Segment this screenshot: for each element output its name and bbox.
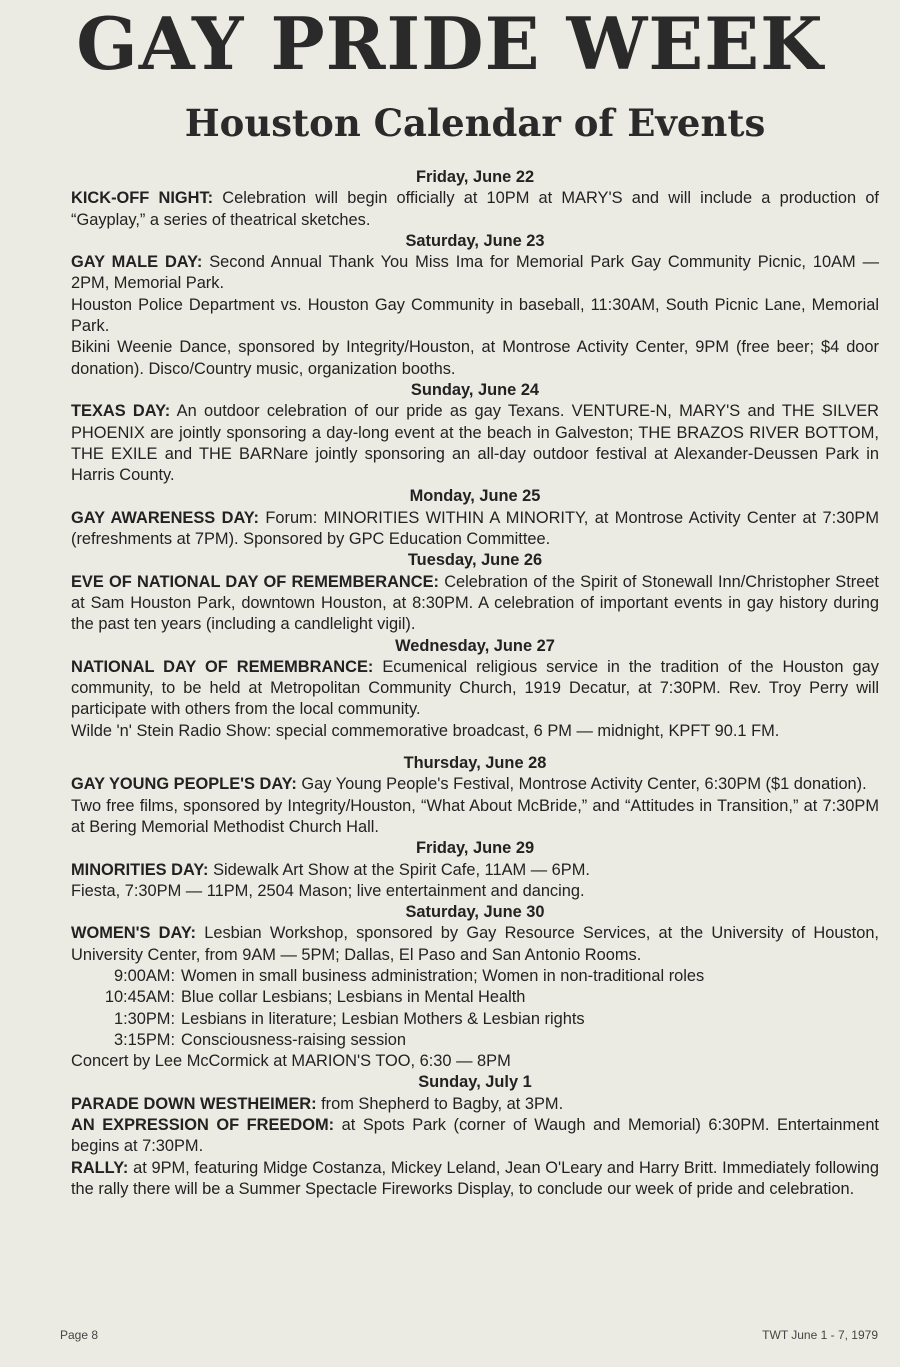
section-gap (71, 742, 879, 753)
event-paragraph: Concert by Lee McCormick at MARION'S TOO, 6:30 — 8PM (71, 1052, 511, 1071)
event-label: EVE OF NATIONAL DAY OF REMEMBERANCE: (71, 572, 439, 591)
event-text: Sidewalk Art Show at the Spirit Cafe, 11AM — 6PM. (208, 860, 590, 879)
page-title: GAY PRIDE WEEK (76, 1, 824, 86)
schedule-time: 10:45AM: (104, 988, 175, 1007)
event-paragraph (71, 721, 879, 742)
event-text: Gay Young People's Festival, Montrose Activity Center, 6:30PM ($1 donation). (296, 775, 867, 794)
day-heading: Saturday, June 23 (405, 231, 545, 250)
event-label: KICK-OFF NIGHT: (71, 189, 214, 208)
issue-date: TWT June 1 - 7, 1979 (762, 1328, 878, 1342)
day-heading: Sunday, July 1 (418, 1073, 532, 1092)
event-label: RALLY: (71, 1158, 129, 1177)
day-heading: Friday, June 29 (415, 839, 535, 858)
schedule-text: Lesbians in literature; Lesbian Mothers & Lesbian rights (181, 1009, 585, 1028)
event-text: Celebration of the Spirit of Stonewall Inn/Christopher Street at Sam Houston Park, downtown Houston, at 8:30PM. A celebration of important events in gay history during the past ten years (including a candlelight vigil). (71, 572, 879, 634)
event-paragraph (71, 337, 879, 380)
schedule-row (71, 1030, 879, 1051)
schedule-row (71, 1009, 879, 1030)
events-calendar (71, 167, 879, 1200)
event-paragraph (71, 1158, 879, 1201)
event-label: PARADE DOWN WESTHEIMER: (71, 1094, 317, 1113)
event-text: Two free films, sponsored by Integrity/Houston, “What About McBride,” and “Attitudes in Transition,” at 7:30PM at Bering Memorial Methodist Church Hall. (71, 796, 879, 836)
event-label: TEXAS DAY: (71, 402, 171, 421)
event-paragraph (71, 188, 879, 231)
day-heading: Saturday, June 30 (405, 903, 545, 922)
day-heading: Tuesday, June 26 (407, 551, 543, 570)
page-number: Page 8 (60, 1328, 99, 1342)
event-paragraph (71, 1115, 879, 1158)
event-label: GAY AWARENESS DAY: (71, 508, 259, 527)
event-text: at Spots Park (corner of Waugh and Memorial) 6:30PM. Entertainment begins at 7:30PM. (71, 1116, 879, 1156)
event-text: Ecumenical religious service in the tradition of the Houston gay community, to be held at Metropolitan Community Church, 1919 Decatur, at 7:30PM. Rev. Troy Perry will participate with others from the local community. (71, 657, 879, 719)
event-label: WOMEN'S DAY: (71, 924, 197, 943)
page-subtitle: Houston Calendar of Events (184, 101, 766, 145)
day-heading: Thursday, June 28 (403, 754, 547, 773)
schedule-text: Blue collar Lesbians; Lesbians in Mental Health (181, 988, 526, 1007)
event-text: An outdoor celebration of our pride as gay Texans. VENTURE-N, MARY'S and THE SILVER PHOENIX are jointly sponsoring a day-long event at the beach in Galveston; THE BRAZOS RIVER BOTTOM, THE EXILE and THE BARNare jointly sponsoring an all-day outdoor festival at Alexander-Deussen Park in Harris County. (71, 402, 879, 485)
event-text: Fiesta, 7:30PM — 11PM, 2504 Mason; live entertainment and dancing. (71, 881, 585, 900)
event-paragraph (71, 796, 879, 839)
event-text: at 9PM, featuring Midge Costanza, Mickey Leland, Jean O'Leary and Harry Britt. Immediately following the rally there will be a Summer Spectacle Fireworks Display, to conclude our week of pride and celebration. (71, 1158, 879, 1198)
event-paragraph (71, 401, 879, 486)
event-label: NATIONAL DAY OF REMEMBRANCE: (71, 657, 374, 676)
event-label: GAY MALE DAY: (71, 253, 203, 272)
event-label: GAY YOUNG PEOPLE'S DAY: (71, 775, 297, 794)
event-label: AN EXPRESSION OF FREEDOM: (71, 1116, 335, 1135)
event-paragraph (71, 860, 879, 881)
schedule-text: Women in small business administration; Women in non-traditional roles (181, 966, 705, 985)
event-text: Second Annual Thank You Miss Ima for Memorial Park Gay Community Picnic, 10AM — 2PM, Memorial Park. (71, 253, 879, 293)
event-paragraph (71, 295, 879, 338)
event-paragraph (71, 572, 879, 636)
event-text: Celebration will begin officially at 10PM at MARY'S and will include a production of “Gayplay,” a series of theatrical sketches. (71, 189, 879, 229)
event-paragraph (71, 923, 879, 966)
event-text: Bikini Weenie Dance, sponsored by Integrity/Houston, at Montrose Activity Center, 9PM (free beer; $4 door donation). Disco/Country music, organization booths. (71, 338, 879, 378)
day-heading: Friday, June 22 (415, 168, 535, 186)
event-paragraph (71, 657, 879, 721)
day-heading: Wednesday, June 27 (395, 636, 555, 655)
schedule-text: Consciousness-raising session (181, 1030, 407, 1049)
event-text: Houston Police Department vs. Houston Gay Community in baseball, 11:30AM, South Picnic Lane, Memorial Park. (71, 295, 879, 336)
schedule-row (71, 966, 879, 987)
schedule-time: 3:15PM: (113, 1030, 175, 1049)
event-text: Wilde 'n' Stein Radio Show: special commemorative broadcast, 6 PM — midnight, KPFT 90.1 FM. (71, 721, 780, 740)
event-paragraph (71, 1094, 879, 1115)
schedule-time: 9:00AM: (113, 966, 175, 985)
event-paragraph (71, 508, 879, 551)
event-paragraph (71, 774, 879, 795)
event-text: Forum: MINORITIES WITHIN A MINORITY, at Montrose Activity Center at 7:30PM (refreshments at 7PM). Sponsored by GPC Education Committee. (71, 508, 880, 549)
day-heading: Monday, June 25 (409, 487, 541, 506)
event-label: MINORITIES DAY: (71, 860, 209, 879)
schedule-row (71, 987, 879, 1008)
day-heading: Sunday, June 24 (410, 380, 540, 399)
event-text: from Shepherd to Bagby, at 3PM. (316, 1094, 564, 1113)
event-text: Lesbian Workshop, sponsored by Gay Resource Services, at the University of Houston, University Center, from 9AM — 5PM; Dallas, El Paso and San Antonio Rooms. (71, 924, 879, 964)
event-paragraph (71, 252, 879, 295)
event-paragraph (71, 881, 879, 902)
schedule-time: 1:30PM: (113, 1009, 175, 1028)
